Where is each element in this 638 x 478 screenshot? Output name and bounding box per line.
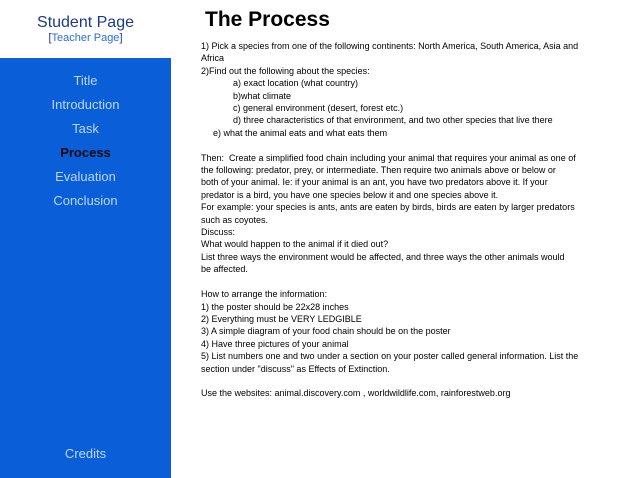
arrange-item: 3) A simple diagram of your food chain should be on the poster (201, 326, 451, 337)
arrange-item-cont: section under "discuss" as Effects of Extinction. (201, 363, 390, 374)
food-chain-paragraph-line: such as coyotes. (201, 214, 269, 225)
nav-item-introduction[interactable]: Introduction (51, 97, 120, 112)
nav-item-credits[interactable]: Credits (64, 446, 107, 461)
discuss-line: List three ways the environment would be affected, and three ways the other animals would (201, 251, 565, 262)
food-chain-paragraph-line: For example: your species is ants, ants are eaten by birds, birds are eaten by larger predators (201, 202, 575, 213)
nav-item-evaluation[interactable]: Evaluation (55, 169, 116, 184)
process-substep-d: d) three characteristics of that environment, and two other species that live there (233, 115, 553, 126)
food-chain-paragraph-line: the following: predator, prey, or intermediate. Then require two animals above or below or (201, 165, 556, 176)
process-step-2: 2)Find out the following about the species: (201, 65, 370, 76)
nav-item-title[interactable]: Title (73, 73, 98, 88)
arrange-item: 2) Everything must be VERY LEDGIBLE (201, 313, 362, 324)
paragraph-gap (201, 139, 611, 151)
brand (0, 14, 171, 45)
nav-item-conclusion[interactable]: Conclusion (53, 193, 118, 208)
food-chain-paragraph-line: both of your animal. Ie: if your animal is an ant, you have two predators above it. If your (201, 177, 548, 188)
bracket-open: [ (48, 32, 52, 44)
main-content (201, 6, 611, 400)
food-chain-paragraph-line: Then: Create a simplified food chain including your animal that requires your animal as one of (201, 152, 576, 163)
page-title: The Process (205, 8, 330, 31)
process-substep-a: a) exact location (what country) (233, 78, 359, 89)
arrange-item: 1) the poster should be 22x28 inches (201, 301, 349, 312)
process-substep-c: c) general environment (desert, forest etc.) (233, 103, 404, 114)
food-chain-paragraph-line: predator is a bird, you have one species below it and one species above it. (201, 189, 499, 200)
discuss-line: be affected. (201, 264, 248, 275)
teacher-page-label[interactable]: Teacher Page (51, 32, 120, 44)
nav-item-process[interactable]: Process (60, 145, 111, 160)
process-substep-e: e) what the animal eats and what eats them (213, 127, 388, 138)
process-substep-b: b)what climate (233, 90, 292, 101)
nav-item-task[interactable]: Task (72, 121, 99, 136)
process-step-1: 1) Pick a species from one of the following continents: North America, South America, Asia and (201, 41, 579, 51)
discuss-heading: Discuss: (201, 227, 236, 238)
arrange-heading: How to arrange the information: (201, 289, 328, 300)
sidebar (0, 0, 171, 478)
discuss-question: What would happen to the animal if it died out? (201, 239, 389, 250)
student-page-link[interactable]: Student Page (37, 14, 134, 31)
paragraph-gap (201, 375, 611, 387)
teacher-page-link[interactable] (0, 32, 171, 45)
sidebar-nav (0, 72, 171, 216)
websites-line: Use the websites: animal.discovery.com , worldwildlife.com, rainforestweb.org (201, 388, 511, 399)
arrange-item: 4) Have three pictures of your animal (201, 338, 349, 349)
arrange-item: 5) List numbers one and two under a section on your poster called general information. List the (201, 351, 579, 362)
bracket-close: ] (119, 32, 123, 44)
process-step-1-cont: Africa (201, 53, 225, 64)
paragraph-gap (201, 276, 611, 288)
